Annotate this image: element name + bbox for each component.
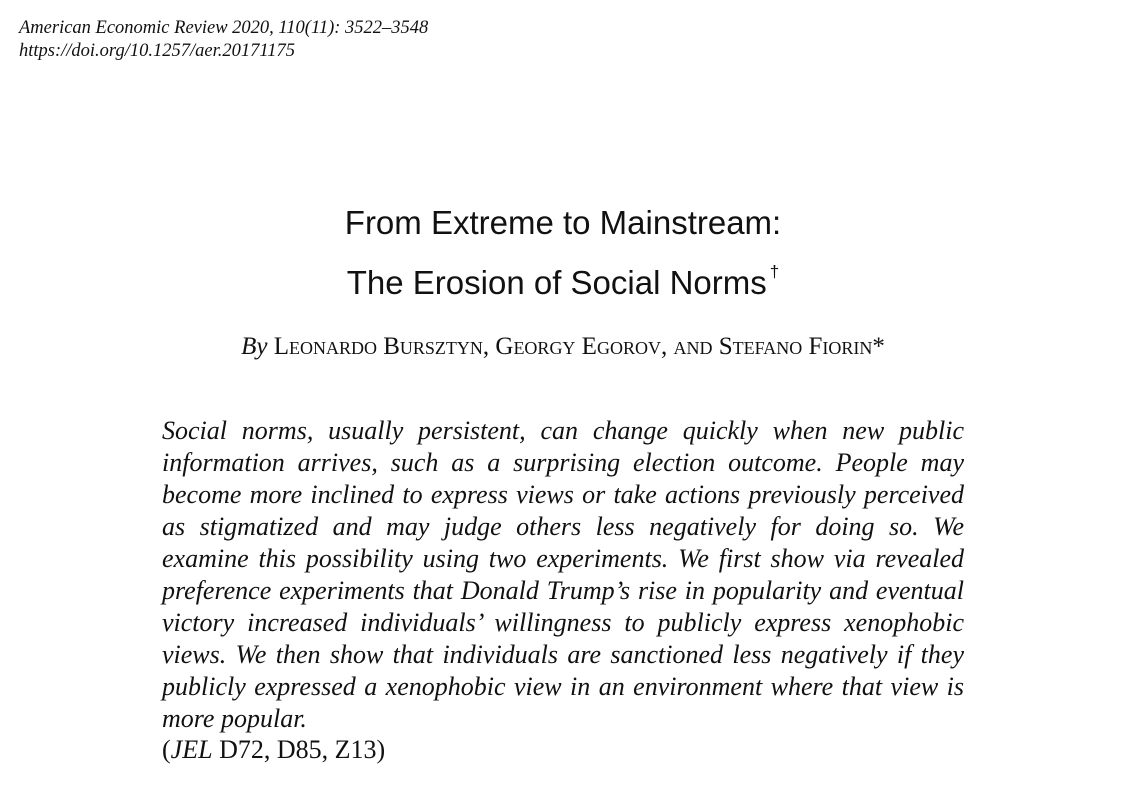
paper-title — [0, 198, 1126, 307]
byline-by: By — [241, 333, 268, 360]
dagger-footnote-mark[interactable]: † — [769, 262, 780, 281]
author-byline — [0, 330, 1126, 364]
title-line-1: From Extreme to Mainstream: — [344, 204, 782, 241]
abstract-text: Social norms, usually persistent, can change quickly when new public information arrives, such as a surprising election outcome. People may become more inclined to express views or take actions previously perceived as stigmatized and may judge others less negatively for doing so. We examine this possibility using two experiments. We first show via revealed preference experiments that Donald Trump’s rise in popularity and eventual victory increased individuals’ willingness to publicly express xenophobic views. We then show that individuals are sanctioned less negatively if they publicly expressed a xenophobic view in an environment where that view is more popular. — [162, 416, 964, 733]
author-names: Leonardo Bursztyn, Georgy Egorov, and Stefano Fiorin* — [273, 333, 885, 360]
jel-label: JEL — [170, 735, 213, 764]
title-line-2 — [0, 247, 1126, 307]
jel-code-list: D72, D85, Z13) — [212, 735, 386, 764]
jel-codes — [162, 734, 385, 766]
journal-citation: American Economic Review 2020, 110(11): 3522–3548 — [19, 18, 429, 38]
doi-link[interactable]: https://doi.org/10.1257/aer.20171175 — [19, 41, 295, 61]
title-line-2-text: The Erosion of Social Norms — [346, 264, 767, 301]
jel-open-paren: ( — [162, 735, 171, 764]
journal-header — [19, 17, 428, 63]
